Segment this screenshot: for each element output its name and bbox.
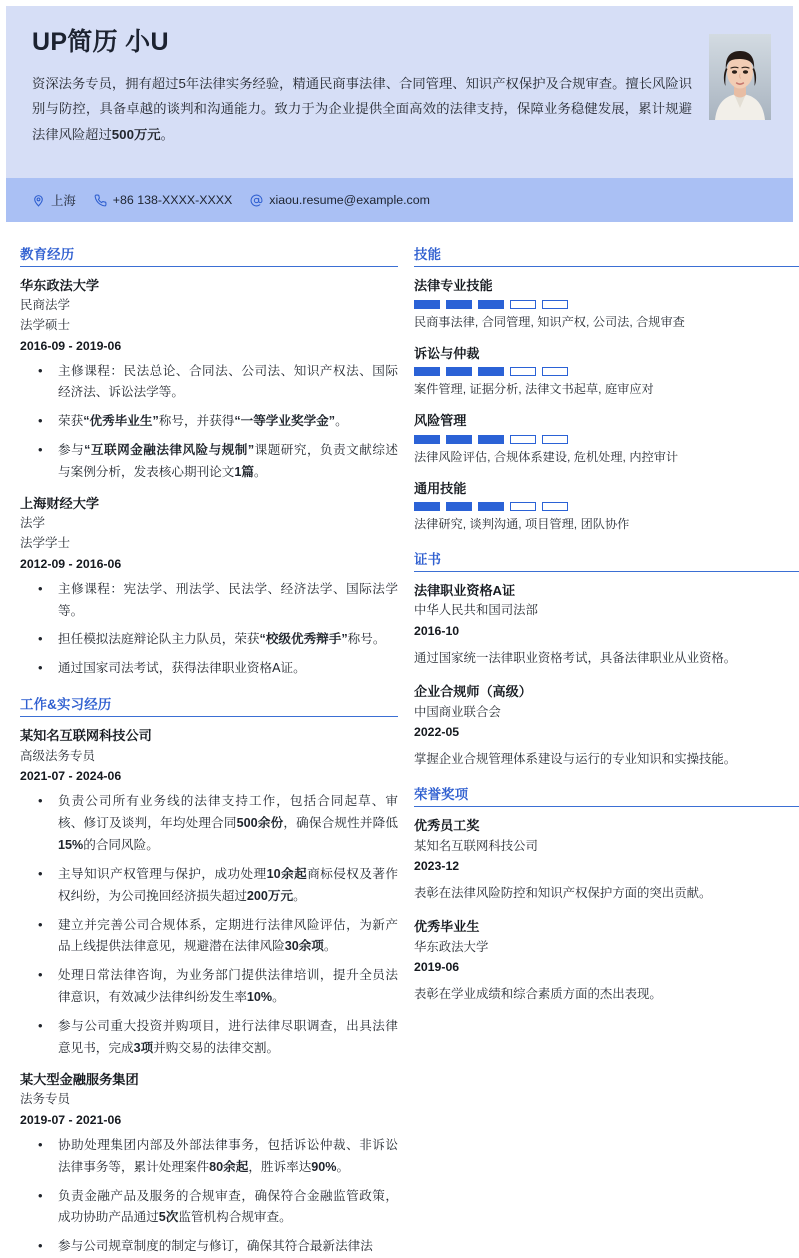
certificate	[414, 681, 799, 770]
skill-group-name: 通用技能	[414, 480, 467, 496]
entry-organization: 华东政法大学	[20, 278, 100, 293]
skill-item-list: 案件管理, 证据分析, 法律文书起草, 庭审应对	[414, 382, 654, 397]
profile-summary: 资深法务专员，拥有超过5年法律实务经验，精通民商事法律、合同管理、知识产权保护及合规审查。擅长风险识别与防控，具备卓越的谈判和沟通能力。致力于为企业提供全面高效的法律支持，保障业务稳健发展，累计规避法律风险超过500万元。	[32, 75, 692, 142]
bullet-item: • 处理日常法律咨询，为业务部门提供法律培训，提升全员法律意识，有效减少法律纠纷发生率10%。	[20, 965, 398, 1009]
award-title: 优秀员工奖	[414, 818, 480, 834]
entry-date-range: 2016-09 - 2019-06	[20, 338, 122, 353]
entry-organization: 上海财经大学	[20, 496, 100, 512]
contact-location	[32, 191, 76, 209]
contact-email[interactable]	[250, 193, 430, 207]
skill-group	[414, 410, 799, 468]
entry-date-range: 2021-07 - 2024-06	[20, 769, 122, 784]
certificate-title: 企业合规师（高级）	[414, 684, 532, 700]
bullet-item: • 参与“互联网金融法律风险与规制”课题研究，负责文献综述与案例分析，发表核心期刊论文1篇。	[20, 440, 398, 484]
certificate-description: 掌握企业合规管理体系建设与运行的专业知识和实操技能。	[414, 752, 737, 767]
skill-bar-filled	[446, 502, 472, 511]
bullet-item: • 担任模拟法庭辩论队主力队员，荣获“校级优秀辩手”称号。	[20, 629, 398, 651]
entry-bullet-list	[20, 1135, 398, 1258]
skill-bar-empty	[510, 502, 536, 511]
certificate-date: 2016-10	[414, 624, 460, 639]
section-certificates	[414, 549, 799, 770]
skill-bar-filled	[478, 435, 504, 444]
entry-major-or-role: 法学	[20, 516, 46, 531]
skill-level-meter	[414, 367, 799, 376]
award	[414, 916, 799, 1005]
award-issuer: 华东政法大学	[414, 939, 489, 954]
certificate-issuer: 中国商业联合会	[414, 704, 501, 719]
skill-bar-filled	[478, 367, 504, 376]
entry-degree: 法学学士	[20, 536, 71, 551]
award-issuer: 某知名互联网科技公司	[414, 838, 538, 853]
skill-level-meter	[414, 502, 799, 511]
contact-location-text: 上海	[51, 194, 76, 208]
certificate-title: 法律职业资格A证	[414, 583, 516, 598]
bullet-item: • 协助处理集团内部及外部法律事务，包括诉讼仲裁、非诉讼法律事务等，累计处理案件80余起，胜诉率达90%。	[20, 1135, 398, 1179]
section-experience	[20, 694, 398, 1258]
entry-bullet-list	[20, 361, 398, 485]
award	[414, 815, 799, 904]
bullet-item: • 负责公司所有业务线的法律支持工作，包括合同起草、审核、修订及谈判，年均处理合同500余份，确保合规性并降低15%的合同风险。	[20, 791, 398, 857]
award-title: 优秀毕业生	[414, 919, 480, 935]
section-awards	[414, 784, 799, 1005]
location-pin-icon	[32, 194, 45, 207]
skill-bar-filled	[414, 300, 440, 309]
skill-group-name: 诉讼与仲裁	[414, 345, 480, 361]
skill-bar-filled	[414, 367, 440, 376]
skill-bar-filled	[414, 502, 440, 511]
section-title-skills: 技能	[414, 244, 799, 267]
skill-bar-empty	[542, 367, 568, 376]
entry-major-or-role: 高级法务专员	[20, 748, 96, 763]
bullet-item: • 荣获“优秀毕业生”称号，并获得“一等学业奖学金”。	[20, 411, 398, 433]
left-column	[6, 244, 399, 1254]
entry	[20, 725, 398, 1060]
bullet-item: • 建立并完善公司合规体系，定期进行法律风险评估，为新产品上线提供法律意见，规避潜在法律风险30余项。	[20, 915, 398, 959]
skill-item-list: 民商事法律, 合同管理, 知识产权, 公司法, 合规审查	[414, 314, 685, 329]
certificate-description: 通过国家统一法律职业资格考试，具备法律职业从业资格。	[414, 650, 737, 665]
skill-bar-empty	[542, 502, 568, 511]
entry	[20, 1069, 398, 1258]
entry-degree: 法学硕士	[20, 318, 71, 333]
bullet-item: • 主修课程：民法总论、合同法、公司法、知识产权法、国际经济法、诉讼法学等。	[20, 361, 398, 405]
entry	[20, 275, 398, 484]
skill-bar-filled	[446, 367, 472, 376]
section-title-certificates: 证书	[414, 549, 799, 572]
bullet-item: • 主修课程：宪法学、刑法学、民法学、经济法学、国际法学等。	[20, 579, 398, 623]
entry-major-or-role: 法务专员	[20, 1092, 71, 1107]
entry-bullet-list	[20, 791, 398, 1060]
skill-bar-filled	[478, 300, 504, 309]
section-education	[20, 244, 398, 680]
certificate-date: 2022-05	[414, 725, 460, 740]
skill-group-name: 风险管理	[414, 413, 467, 428]
skill-bar-empty	[542, 435, 568, 444]
skill-bar-filled	[446, 300, 472, 309]
skill-group	[414, 275, 799, 333]
skill-bar-empty	[510, 367, 536, 376]
section-title-awards: 荣誉奖项	[414, 784, 799, 807]
skill-bar-empty	[510, 435, 536, 444]
contact-phone[interactable]	[94, 193, 233, 207]
contact-phone-text: +86 138-XXXX-XXXX	[112, 193, 233, 207]
email-at-icon	[250, 194, 263, 207]
entry-organization: 某大型金融服务集团	[20, 1071, 139, 1087]
entry	[20, 493, 398, 680]
contact-bar	[6, 178, 793, 222]
skill-item-list: 法律风险评估, 合规体系建设, 危机处理, 内控审计	[414, 449, 679, 464]
bullet-item: • 参与公司规章制度的制定与修订，确保其符合最新法律法	[20, 1236, 398, 1258]
page-title: UP简历 小U	[32, 28, 169, 56]
entry-major-or-role: 民商法学	[20, 298, 71, 313]
avatar	[709, 34, 771, 120]
entry-organization: 某知名互联网科技公司	[20, 728, 152, 744]
award-date: 2019-06	[414, 960, 460, 975]
certificate-issuer: 中华人民共和国司法部	[414, 603, 538, 618]
bullet-item: • 通过国家司法考试，获得法律职业资格A证。	[20, 658, 398, 680]
skill-group	[414, 478, 799, 536]
skill-group	[414, 343, 799, 401]
award-description: 表彰在法律风险防控和知识产权保护方面的突出贡献。	[414, 886, 712, 901]
entry-date-range: 2012-09 - 2016-06	[20, 556, 122, 571]
contact-email-text: xiaou.resume@example.com	[269, 193, 430, 207]
entry-bullet-list	[20, 579, 398, 681]
section-title: 教育经历	[20, 244, 398, 267]
skill-bar-filled	[478, 502, 504, 511]
resume-page	[0, 6, 799, 1254]
section-title: 工作&实习经历	[20, 694, 398, 717]
award-date: 2023-12	[414, 859, 460, 874]
bullet-item: • 主导知识产权管理与保护，成功处理10余起商标侵权及著作权纠纷，为公司挽回经济损失超过200万元。	[20, 864, 398, 908]
resume-body	[0, 222, 799, 1254]
skill-item-list: 法律研究, 谈判沟通, 项目管理, 团队协作	[414, 517, 630, 532]
skill-level-meter	[414, 435, 799, 444]
bullet-item: • 参与公司重大投资并购项目，进行法律尽职调查，出具法律意见书，完成3项并购交易的法律交割。	[20, 1016, 398, 1060]
skill-group-name: 法律专业技能	[414, 278, 493, 293]
right-column	[414, 244, 799, 1136]
skill-bar-filled	[446, 435, 472, 444]
skill-bar-filled	[414, 435, 440, 444]
section-skills	[414, 244, 799, 535]
skill-level-meter	[414, 300, 799, 309]
award-description: 表彰在学业成绩和综合素质方面的杰出表现。	[414, 987, 662, 1002]
skill-bar-empty	[542, 300, 568, 309]
resume-header	[6, 6, 793, 178]
skill-bar-empty	[510, 300, 536, 309]
certificate	[414, 580, 799, 669]
bullet-item: • 负责金融产品及服务的合规审查，确保符合金融监管政策，成功协助产品通过5次监管机构合规审查。	[20, 1186, 398, 1230]
entry-date-range: 2019-07 - 2021-06	[20, 1113, 122, 1128]
phone-icon	[94, 194, 107, 207]
